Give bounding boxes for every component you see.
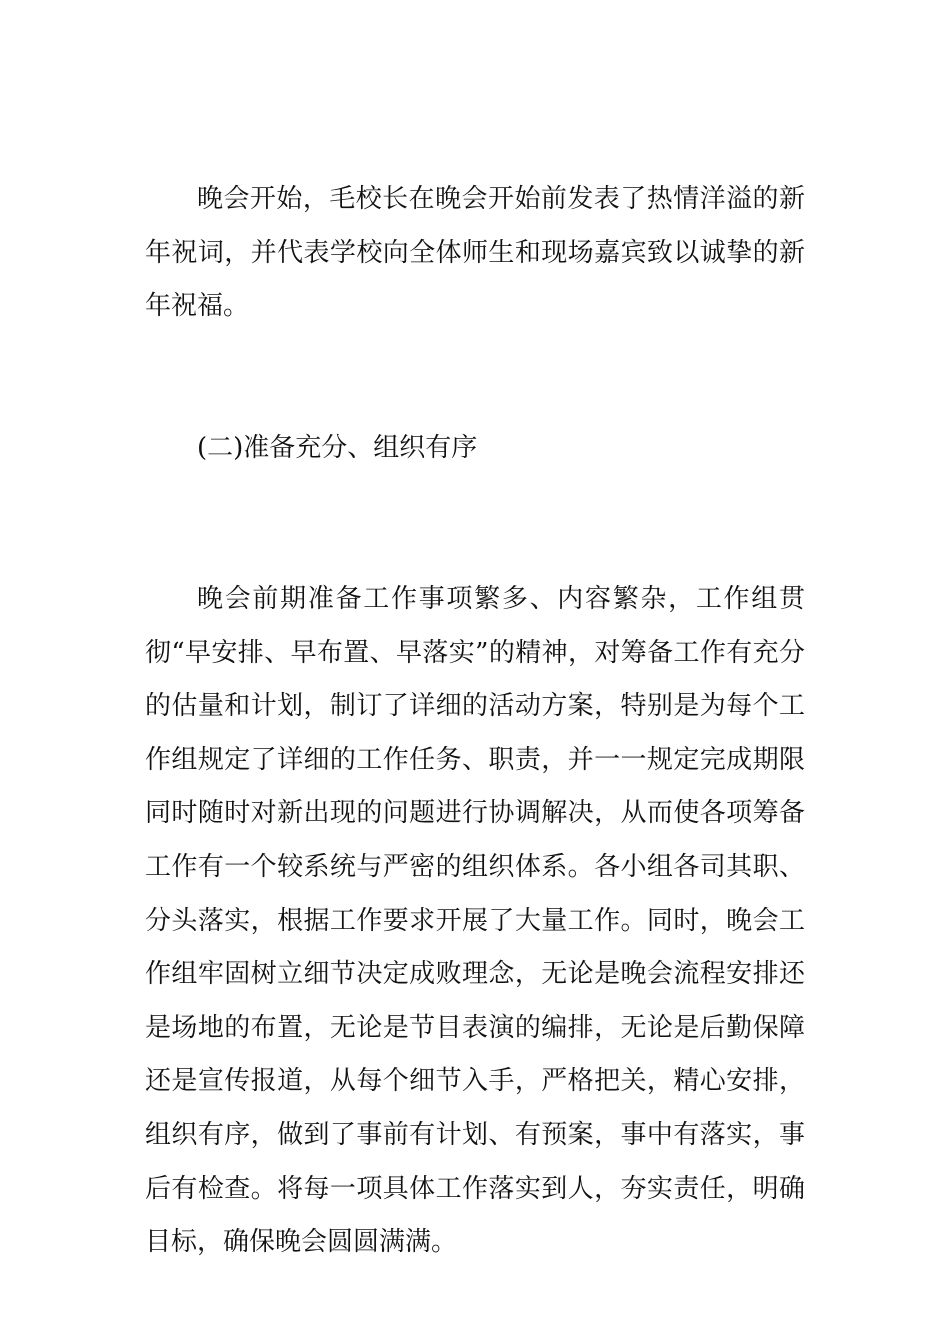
body-paragraph: 晚会开始，毛校长在晚会开始前发表了热情洋溢的新年祝词，并代表学校向全体师生和现场嘉宾致以诚挚的新年祝福。 [145,184,805,322]
body-paragraph: 晚会前期准备工作事项繁多、内容繁杂，工作组贯彻“早安排、早布置、早落实”的精神，对筹备工作有充分的估量和计划，制订了详细的活动方案，特别是为每个工作组规定了详细的工作任务、职责，并一一规定完成期限同时随时对新出现的问题进行协调解决，从而使各项筹备工作有一个较系统与严密的组织体系。各小组各司其职、分头落实，根据工作要求开展了大量工作。同时，晚会工作组牢固树立细节决定成败理念，无论是晚会流程安排还是场地的布置，无论是节目表演的编排，无论是后勤保障还是宣传报道，从每个细节入手，严格把关，精心安排，组织有序，做到了事前有计划、有预案，事中有落实，事后有检查。将每一项具体工作落实到人，夯实责任，明确目标，确保晚会圆圆满满。 [145,584,805,1258]
section-heading: (二)准备充分、组织有序 [197,433,478,463]
